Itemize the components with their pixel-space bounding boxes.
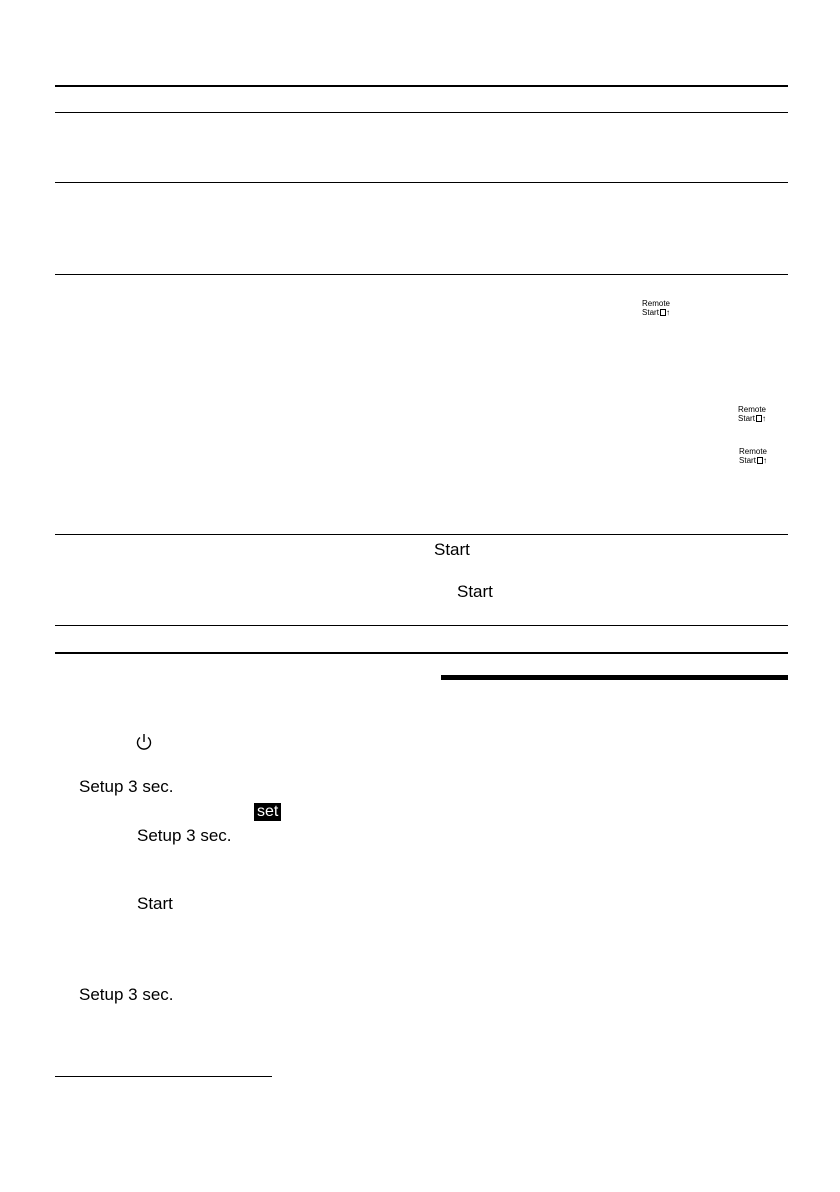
footnote-rule [55, 1076, 272, 1077]
section-heading-rule [441, 675, 788, 680]
remote-start-icon: Remote Start ↑ [641, 299, 670, 317]
table-top-rule [55, 85, 788, 87]
power-icon [135, 732, 153, 752]
setup-label: Setup 3 sec. [137, 826, 232, 845]
table-row-rule-3 [55, 534, 788, 535]
table-header-rule [55, 112, 788, 113]
setup-label: Setup 3 sec. [79, 777, 174, 796]
table-row-rule-1 [55, 182, 788, 183]
table-row-rule-4 [55, 625, 788, 626]
table-row-rule-2 [55, 274, 788, 275]
remote-start-icon: Remote Start ↑ [737, 405, 766, 423]
start-label: Start [137, 894, 173, 913]
setup-label: Setup 3 sec. [79, 985, 174, 1004]
set-badge: set [254, 803, 281, 821]
start-label: Start [457, 582, 493, 601]
remote-start-icon: Remote Start ↑ [738, 447, 767, 465]
start-label: Start [434, 540, 470, 559]
table-bottom-rule [55, 652, 788, 654]
